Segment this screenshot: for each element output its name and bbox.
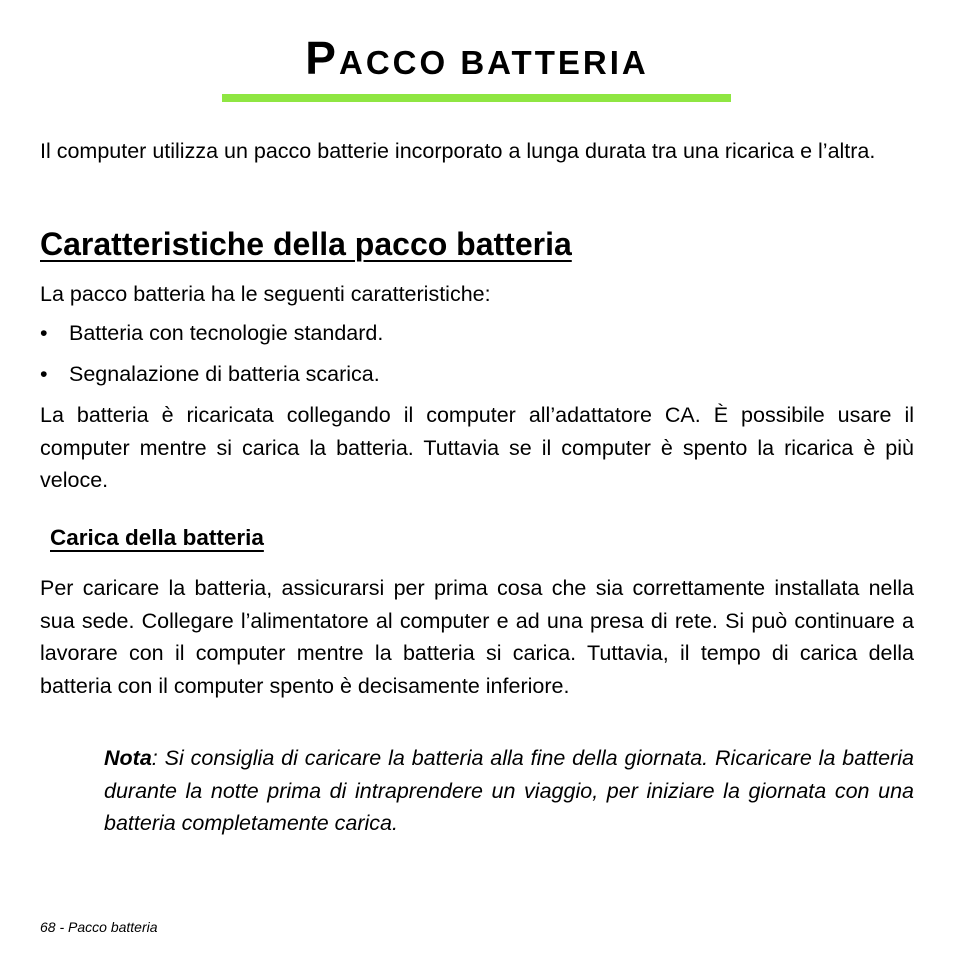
page-title-rest: ACCO BATTERIA — [338, 44, 649, 81]
list-item-label: Segnalazione di batteria scarica. — [69, 361, 380, 386]
title-underline-bar — [222, 94, 731, 102]
page-title — [0, 26, 954, 95]
list-item-label: Batteria con tecnologie standard. — [69, 321, 384, 345]
charging-heading: Carica della batteria — [50, 525, 264, 550]
page-title-initial: P — [305, 32, 339, 84]
features-intro-paragraph: La pacco batteria ha le seguenti caratteristiche: — [40, 282, 491, 306]
features-heading: Caratteristiche della pacco batteria — [40, 226, 572, 262]
list-item — [40, 317, 914, 350]
charging-paragraph: Per caricare la batteria, assicurarsi per prima cosa che sia correttamente installata nella sua sede. Collegare l’alimentatore al computer e ad una presa di rete. Si può continuare a lavorare con il computer mentre la batteria si carica. Tuttavia, il tempo di carica della batteria con il computer spento è decisamente inferiore. — [40, 576, 914, 698]
bullet-icon: • — [40, 321, 48, 345]
note-text: : Si consiglia di caricare la batteria alla fine della giornata. Ricaricare la batteria durante la notte prima di intraprendere un viaggio, per iniziare la giornata con una batteria completamente carica. — [104, 746, 914, 835]
intro-paragraph: Il computer utilizza un pacco batterie incorporato a lunga durata tra una ricarica e l’altra. — [40, 139, 876, 163]
note-block — [104, 742, 914, 840]
list-item — [40, 358, 914, 391]
bullet-icon: • — [40, 361, 48, 386]
charging-info-paragraph: La batteria è ricaricata collegando il computer all’adattatore CA. È possibile usare il computer mentre si carica la batteria. Tuttavia se il computer è spento la ricarica è più veloce. — [40, 403, 914, 492]
note-label: Nota — [104, 746, 152, 770]
page-footer: 68 - Pacco batteria — [40, 919, 158, 935]
features-list — [40, 317, 914, 398]
